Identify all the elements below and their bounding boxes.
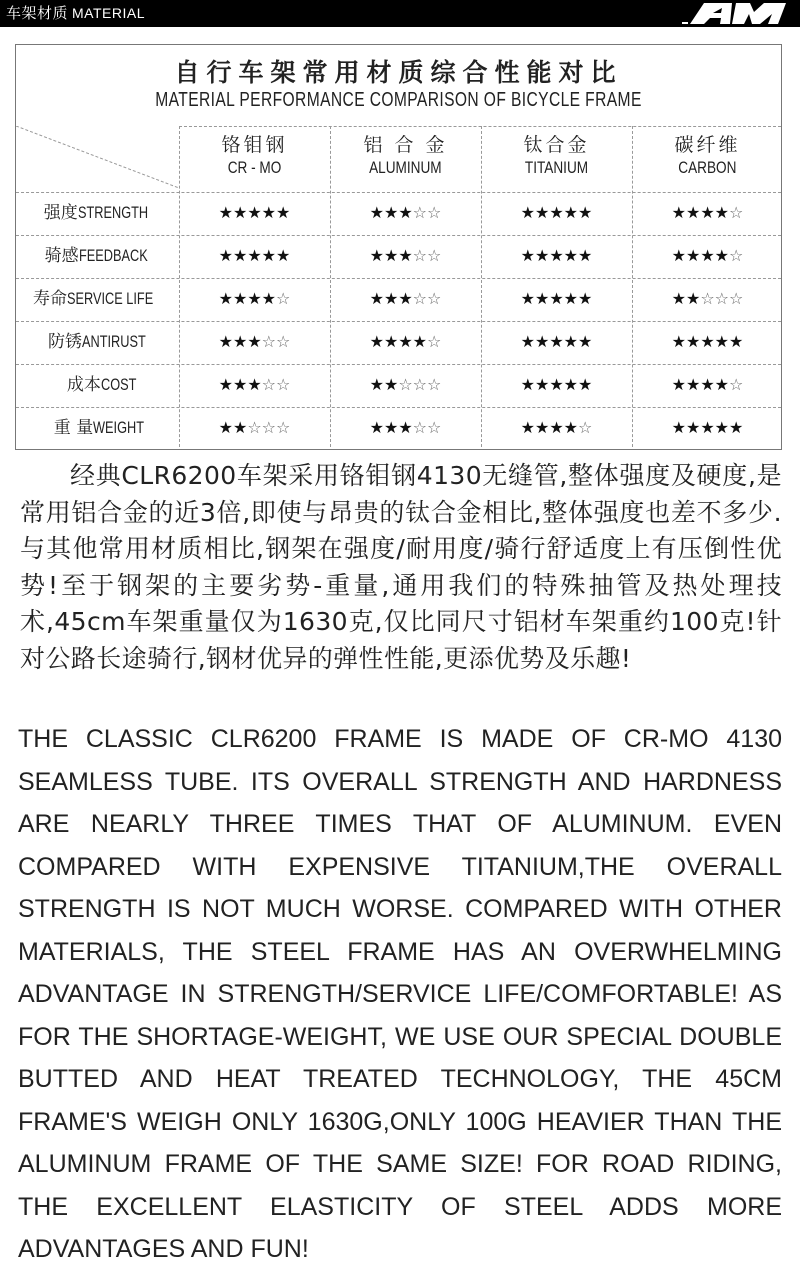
star-filled-icon: ★ [700,203,715,222]
star-filled-icon: ★ [549,418,564,437]
star-filled-icon: ★ [685,375,701,394]
star-empty-icon: ☆ [729,289,744,308]
star-filled-icon: ★ [369,246,384,265]
star-empty-icon: ☆ [412,203,428,222]
star-rating [179,407,330,449]
star-empty-icon: ☆ [261,375,277,394]
star-filled-icon: ★ [671,289,686,308]
star-empty-icon: ☆ [729,375,744,394]
star-filled-icon: ★ [534,332,550,351]
star-filled-icon: ★ [247,203,262,222]
star-filled-icon: ★ [232,418,248,437]
star-rating [632,192,783,234]
star-empty-icon: ☆ [247,418,262,437]
star-filled-icon: ★ [520,203,535,222]
star-filled-icon: ★ [563,203,579,222]
star-filled-icon: ★ [520,418,535,437]
star-empty-icon: ☆ [578,418,593,437]
column-header [632,133,783,179]
star-rating [632,278,783,320]
row-label-en: FEEDBACK [78,246,148,265]
star-filled-icon: ★ [232,375,248,394]
diagonal-divider [16,126,179,188]
star-filled-icon: ★ [520,375,535,394]
column-header-zh: 钛合金 [523,134,590,156]
column-header-zh: 铬钼钢 [221,134,288,156]
star-filled-icon: ★ [700,246,715,265]
star-filled-icon: ★ [232,246,248,265]
am-logo [682,1,792,26]
star-filled-icon: ★ [685,332,701,351]
star-empty-icon: ☆ [261,332,277,351]
star-filled-icon: ★ [578,289,593,308]
star-filled-icon: ★ [729,332,744,351]
star-filled-icon: ★ [563,246,579,265]
star-filled-icon: ★ [578,246,593,265]
star-filled-icon: ★ [534,246,550,265]
star-filled-icon: ★ [383,418,399,437]
star-filled-icon: ★ [578,203,593,222]
star-filled-icon: ★ [685,289,701,308]
star-rating [330,192,481,234]
star-filled-icon: ★ [729,418,744,437]
star-filled-icon: ★ [714,418,730,437]
star-empty-icon: ☆ [427,418,442,437]
row-label [16,192,179,234]
star-filled-icon: ★ [563,332,579,351]
column-header-en: TITANIUM [524,158,589,177]
section-tag-zh: 车架材质 [6,4,69,22]
star-rating [481,321,632,363]
star-rating [330,321,481,363]
star-empty-icon: ☆ [427,289,442,308]
star-filled-icon: ★ [520,246,535,265]
star-filled-icon: ★ [700,375,715,394]
star-filled-icon: ★ [714,246,730,265]
star-filled-icon: ★ [563,418,579,437]
row-label-en: SERVICE LIFE [67,289,154,308]
row-label-en: WEIGHT [93,418,145,437]
star-filled-icon: ★ [218,203,233,222]
star-filled-icon: ★ [700,418,715,437]
section-tag-en: MATERIAL [72,5,145,21]
header-bar [0,0,800,27]
star-filled-icon: ★ [232,289,248,308]
column-header [179,133,330,179]
star-empty-icon: ☆ [729,246,744,265]
star-empty-icon: ☆ [412,289,428,308]
row-label-zh: 寿命 [33,289,68,309]
star-filled-icon: ★ [398,289,413,308]
star-filled-icon: ★ [369,332,384,351]
star-filled-icon: ★ [369,418,384,437]
star-filled-icon: ★ [671,246,686,265]
star-empty-icon: ☆ [398,375,413,394]
star-rating [179,321,330,363]
star-filled-icon: ★ [685,418,701,437]
star-filled-icon: ★ [218,289,233,308]
star-rating [179,364,330,406]
row-label-zh: 强度 [43,203,78,223]
column-header-zh: 碳纤维 [674,134,741,156]
star-rating [330,235,481,277]
star-filled-icon: ★ [563,375,579,394]
star-filled-icon: ★ [276,246,291,265]
grid-line-h [179,126,781,127]
section-tag [6,3,145,24]
column-header-en: CARBON [678,158,737,177]
star-filled-icon: ★ [714,332,730,351]
star-rating [632,364,783,406]
star-empty-icon: ☆ [427,375,442,394]
star-filled-icon: ★ [534,418,550,437]
star-empty-icon: ☆ [714,289,730,308]
star-rating [481,407,632,449]
table-title-en: MATERIAL PERFORMANCE COMPARISON OF BICYCLE FRAME [155,89,642,111]
star-filled-icon: ★ [398,332,413,351]
star-empty-icon: ☆ [729,203,744,222]
table-title-zh: 自行车架常用材质综合性能对比 [174,58,623,87]
star-filled-icon: ★ [563,289,579,308]
star-filled-icon: ★ [685,246,701,265]
description-en-text: THE CLASSIC CLR6200 FRAME IS MADE OF CR-MO 4130 SEAMLESS TUBE. ITS OVERALL STRENGTH AND HARDNESS ARE NEARLY THREE TIMES THAT OF ALUMINUM. EVEN COMPARED WITH EXPENSIVE TITANIUM,THE OVERALL STRENGTH IS NOT MUCH WORSE. COMPARED WITH OTHER MATERIALS, THE STEEL FRAME HAS AN OVERWHELMING ADVANTAGE IN STRENGTH/SERVICE LIFE/COMFORTABLE! AS FOR THE SHORTAGE-WEIGHT, WE USE OUR SPECIAL DOUBLE BUTTED AND HEAT TREATED TECHNOLOGY, THE 45CM FRAME'S WEIGH ONLY 1630G,ONLY 100G HEAVIER THAN THE ALUMINUM FRAME OF THE SAME SIZE! FOR ROAD RIDING, THE EXCELLENT ELASTICITY OF STEEL ADDS MORE ADVANTAGES AND FUN! [18,725,782,1263]
star-rating [632,235,783,277]
star-filled-icon: ★ [671,332,686,351]
star-filled-icon: ★ [549,246,564,265]
star-empty-icon: ☆ [427,332,442,351]
star-filled-icon: ★ [700,332,715,351]
star-empty-icon: ☆ [427,203,442,222]
star-rating [330,364,481,406]
star-empty-icon: ☆ [276,332,291,351]
star-rating [481,278,632,320]
star-filled-icon: ★ [369,289,384,308]
star-filled-icon: ★ [247,332,262,351]
star-filled-icon: ★ [398,203,413,222]
row-label [16,278,179,320]
star-filled-icon: ★ [534,375,550,394]
star-filled-icon: ★ [714,375,730,394]
star-filled-icon: ★ [578,332,593,351]
star-filled-icon: ★ [261,246,277,265]
star-filled-icon: ★ [671,375,686,394]
row-label-en: STRENGTH [77,203,148,222]
star-rating [632,407,783,449]
star-filled-icon: ★ [218,418,233,437]
star-rating [481,192,632,234]
row-label-zh: 防锈 [48,332,82,352]
star-empty-icon: ☆ [700,289,715,308]
column-header-en: CR - MO [227,158,282,177]
star-rating [179,192,330,234]
star-filled-icon: ★ [247,289,262,308]
star-rating [330,278,481,320]
star-filled-icon: ★ [534,289,550,308]
star-filled-icon: ★ [398,246,413,265]
row-label-en: COST [100,375,137,394]
star-filled-icon: ★ [232,332,248,351]
star-rating [481,364,632,406]
star-filled-icon: ★ [218,332,233,351]
star-rating [632,321,783,363]
comparison-table [15,44,782,450]
star-rating [179,278,330,320]
star-filled-icon: ★ [276,203,291,222]
star-filled-icon: ★ [714,203,730,222]
star-filled-icon: ★ [671,418,686,437]
star-filled-icon: ★ [383,375,399,394]
star-empty-icon: ☆ [412,418,428,437]
star-rating [481,235,632,277]
row-label-zh: 重 量 [53,418,94,438]
star-filled-icon: ★ [383,332,399,351]
star-empty-icon: ☆ [276,418,291,437]
star-filled-icon: ★ [261,289,277,308]
star-filled-icon: ★ [398,418,413,437]
star-filled-icon: ★ [520,332,535,351]
star-filled-icon: ★ [549,289,564,308]
row-label-zh: 成本 [66,375,101,395]
column-header [481,133,632,179]
star-filled-icon: ★ [232,203,248,222]
column-header-en: ALUMINUM [369,158,442,177]
star-filled-icon: ★ [412,332,428,351]
star-filled-icon: ★ [549,203,564,222]
star-filled-icon: ★ [383,289,399,308]
column-header [330,133,481,179]
star-empty-icon: ☆ [276,375,291,394]
star-rating [330,407,481,449]
star-filled-icon: ★ [218,375,233,394]
star-filled-icon: ★ [383,246,399,265]
star-empty-icon: ☆ [276,289,291,308]
star-filled-icon: ★ [247,375,262,394]
star-filled-icon: ★ [578,375,593,394]
star-filled-icon: ★ [534,203,550,222]
row-label [16,321,179,363]
row-label-en: ANTIRUST [82,332,146,351]
star-filled-icon: ★ [520,289,535,308]
star-filled-icon: ★ [369,203,384,222]
star-filled-icon: ★ [261,203,277,222]
column-header-zh: 铝 合 金 [363,134,448,156]
star-empty-icon: ☆ [412,246,428,265]
star-empty-icon: ☆ [427,246,442,265]
row-label-zh: 骑感 [44,246,79,266]
star-empty-icon: ☆ [412,375,428,394]
star-filled-icon: ★ [549,332,564,351]
row-label [16,364,179,406]
star-filled-icon: ★ [218,246,233,265]
row-label [16,407,179,449]
star-filled-icon: ★ [549,375,564,394]
star-rating [179,235,330,277]
star-filled-icon: ★ [671,203,686,222]
star-filled-icon: ★ [685,203,701,222]
star-filled-icon: ★ [369,375,384,394]
description-en [18,718,782,1271]
star-empty-icon: ☆ [261,418,277,437]
star-filled-icon: ★ [247,246,262,265]
row-label [16,235,179,277]
star-filled-icon: ★ [383,203,399,222]
description-zh: 经典CLR6200车架采用铬钼钢4130无缝管,整体强度及硬度,是常用铝合金的近3倍,即使与昂贵的钛合金相比,整体强度也差不多少.与其他常用材质相比,钢架在强度/耐用度/骑行舒适度上有压倒性优势!至于钢架的主要劣势-重量,通用我们的特殊抽管及热处理技术,45cm车架重量仅为1630克,仅比同尺寸铝材车架重约100克!针对公路长途骑行,钢材优异的弹性性能,更添优势及乐趣! [20,461,782,673]
